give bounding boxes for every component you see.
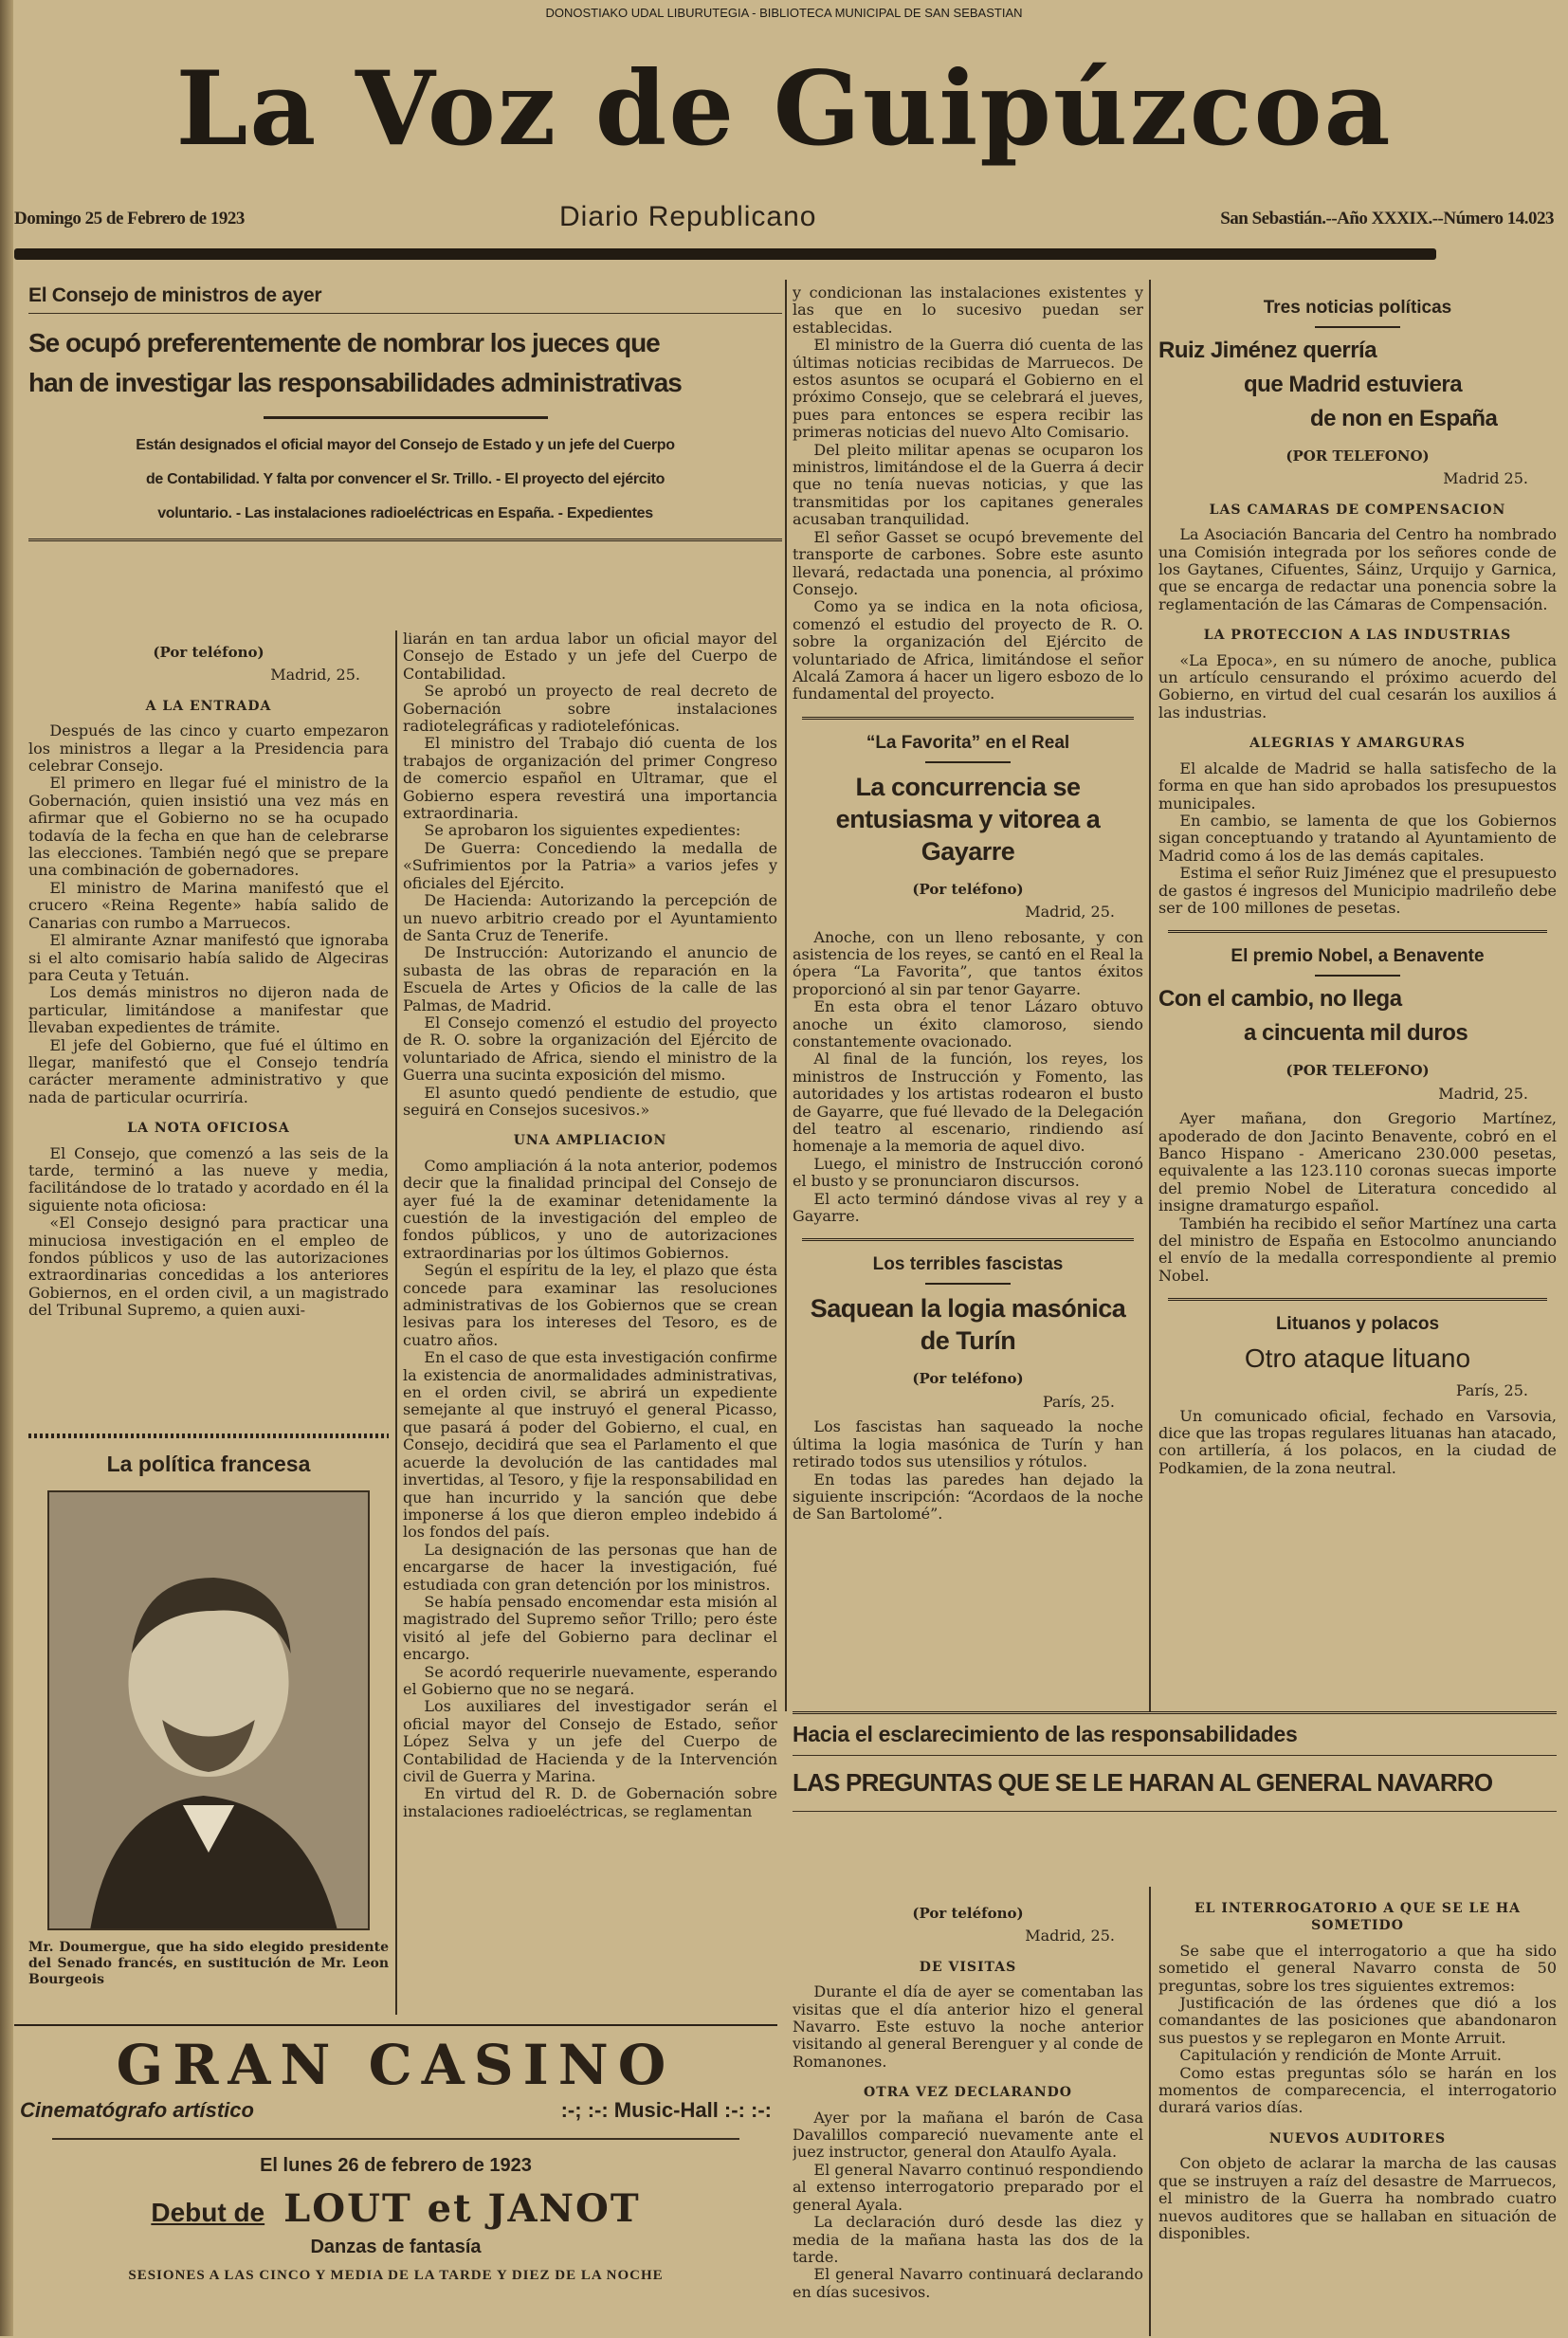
lead-subhead-1: Están designados el oficial mayor del Consejo de Estado y un jefe del Cuerpo [136,437,675,453]
paragraph: Los fascistas han saqueado la noche última la logia masónica de Turín y han retirado todos sus utensilios y rótulos. [793,1417,1143,1471]
paragraph: Después de las cinco y cuarto empezaron los ministros a llegar a la Presidencia para celebrar Consejo. [28,721,389,776]
lead-subhead-3: voluntario. - Las instalaciones radioeléctricas en España. - Expedientes [157,505,653,521]
paragraph: La Asociación Bancaria del Centro ha nombrado una Comisión integrada por los señores conde de los Gaytanes, Cifuentes, Sáinz, Urquijo y Garnica, que se encarga de redactar una ponencia sobre la reglamentación de las Cámaras de Compensación. [1158,525,1557,613]
ad-date: El lunes 26 de febrero de 1923 [260,2155,532,2176]
article-kicker: Tres noticias políticas [1263,298,1452,318]
paragraph: El general Navarro continuará declarando en días sucesivos. [793,2265,1143,2301]
lead-headline-1: Se ocupó preferentemente de nombrar los jueces que [28,328,660,357]
paragraph: Se había pensado encomendar esta misión al magistrado del Supremo señor Trillo; pero éste visitó al jefe del Gobierno para declinar el encargo. [403,1592,777,1664]
column-rule [395,630,397,2015]
archive-banner: DONOSTIAKO UDAL LIBURUTEGIA - BIBLIOTECA MUNICIPAL DE SAN SEBASTIAN [545,6,1023,20]
column-4-bottom [1158,1887,1557,2336]
column-2 [403,630,777,2019]
dateline-source: (Por teléfono) [153,644,264,661]
paragraph: De Instrucción: Autorizando el anuncio de subasta de las obras de reparación en la Escuela de Artes y Oficios de la calle de las Palmas, de Madrid. [403,943,777,1014]
section-heading: LA PROTECCION A LAS INDUSTRIAS [1203,628,1512,644]
divider [925,761,1011,763]
section-heading: DE VISITAS [919,1959,1017,1975]
paragraph: El Consejo comenzó el estudio del proyecto de R. O. sobre la organización del Ejército de voluntariado de Africa, siendo el ministro de la Guerra una sucinta exposición del mismo. [403,1013,777,1085]
dateline-place: París, 25. [1042,1392,1115,1411]
divider [52,2138,739,2140]
article-kicker: “La Favorita” en el Real [866,732,1070,753]
divider [925,1283,1011,1285]
paragraph: El acto terminó dándose vivas al rey y a Gayarre. [793,1189,1143,1226]
column-3-bottom [793,1891,1143,2336]
paragraph: En virtud del R. D. de Gobernación sobre instalaciones radioeléctricas, se reglamentan [403,1784,777,1820]
paragraph: También ha recibido el señor Martínez una carta del ministro de España en Estocolmo anunciando el envío de la medalla correspondiente al premio Nobel. [1158,1214,1557,1285]
column-3 [793,284,1143,1707]
paragraph: Ayer por la mañana el barón de Casa Davalillos compareció nuevamente ante el juez instructor, general don Ataulfo Ayala. [793,2108,1143,2162]
dateline-source: (Por teléfono) [912,1905,1024,1922]
paragraph: Los demás ministros no dijeron nada de particular, limitándose a manifestar que llevaban expedientes de trámite. [28,983,389,1037]
article-kicker: El premio Nobel, a Benavente [1231,946,1485,967]
section-heading: ALEGRIAS Y AMARGURAS [1249,736,1466,752]
divider [28,539,782,541]
masthead-rule [14,248,1436,260]
paragraph: De Hacienda: Autorizando la percepción de un nuevo arbitrio creado por el Ayuntamiento de Santa Cruz de Tenerife. [403,891,777,944]
dateline-source: (POR TELEFONO) [1285,448,1430,465]
ad-sessions: SESIONES A LAS CINCO Y MEDIA DE LA TARDE Y DIEZ DE LA NOCHE [128,2268,664,2283]
lead-headline-2: han de investigar las responsabilidades administrativas [28,368,682,397]
dateline-source: (Por teléfono) [912,880,1024,898]
dateline-place: Madrid, 25. [1025,1927,1115,1945]
paragraph: El general Navarro continuó respondiendo al extenso interrogatorio preparado por el general Ayala. [793,2160,1143,2214]
paragraph: Con objeto de aclarar la marcha de las causas que se instruyen a raíz del desastre de Marruecos, el ministro de la Guerra ha nombrado cuatro nuevos auditores que se hallaban en situación de disponibles. [1158,2154,1557,2242]
paragraph: Se aprobaron los siguientes expedientes: [424,821,741,840]
lead-kicker: El Consejo de ministros de ayer [28,284,322,306]
dateline-place: Madrid, 25. [1438,1084,1528,1103]
portrait-caption: Mr. Doumergue, que ha sido elegido presidente del Senado francés, en sustitución de Mr. Leon Bourgeois [28,1940,389,1987]
divider [1168,1298,1547,1301]
divider [793,1811,1557,1812]
dateline-place: Madrid 25. [1443,469,1528,488]
ad-debut: Debut de [151,2198,265,2227]
article-headline: La concurrencia se entusiasma y vitorea a Gayarre [835,772,1101,866]
paragraph: Se acordó requerirle nuevamente, esperando el Gobierno que no se negará. [403,1662,777,1698]
portrait-image [49,1492,368,1928]
paragraph: «El Consejo designó para practicar una minuciosa investigación en el empleo de fondos públicos y uso de las autorizaciones extraordinarias concedidas a los anteriores Gobiernos, en el orden civil, a un magistrado del Tribunal Supremo, a quien auxi- [28,1214,389,1320]
navarro-headline: LAS PREGUNTAS QUE SE LE HARAN AL GENERAL NAVARRO [793,1768,1493,1797]
article-headline: que Madrid estuviera [1244,372,1463,397]
divider [1168,930,1547,933]
column-4 [1158,284,1557,1707]
section-heading: LA NOTA OFICIOSA [127,1121,290,1137]
column-rule [1149,1887,1151,2336]
paragraph: El almirante Aznar manifestó que ignoraba si el alto comisario había salido de Algeciras para Ceuta y Tetuán. [28,931,389,984]
dateline-place: París, 25. [1455,1381,1528,1400]
ad-cinema: Cinematógrafo artístico [20,2098,254,2122]
paragraph: El ministro de la Guerra dió cuenta de las últimas noticias recibidas de Marruecos. De estos asuntos se ocupará el Gobierno en el próximo Consejo, que se celebrará el jueves, pues para entonces se espera recibir las primeras noticias del nuevo Alto Comisario. [793,336,1143,442]
paragraph: Como ampliación á la nota anterior, podemos decir que la finalidad principal del Consejo de ayer fué la de examinar detenidamente la cuestión de la investigación del empleo de fondos públicos, y uno de autorizaciones extraordinarias por los últimos Gobiernos. [403,1156,777,1262]
article-headline: Con el cambio, no llega [1158,986,1402,1013]
divider [28,313,782,314]
paragraph: y condicionan las instalaciones existentes y las que en lo sucesivo puedan ser establecidas. [793,284,1143,337]
paragraph: Según el espíritu de la ley, el plazo que ésta concede para examinar las resoluciones administrativas de los Gobiernos que se crean lesivas para los intereses del Tesoro, es de cuatro años. [403,1261,777,1349]
paragraph: Como estas preguntas sólo se harán en los momentos de comparecencia, el interrogatorio durará varios días. [1158,2063,1557,2117]
paragraph: Se sabe que el interrogatorio a que ha sido sometido el general Navarro consta de 50 preguntas, sobre los tres siguientes extremos: [1158,1941,1557,1995]
paragraph: En esta obra el tenor Lázaro obtuvo anoche un éxito clamoroso, siendo constantemente ovacionado. [793,997,1143,1050]
divider [802,1238,1134,1241]
paragraph: El asunto quedó pendiente de estudio, que seguirá en Consejos sucesivos.» [403,1083,777,1119]
portrait-photo [47,1490,370,1930]
paragraph: La designación de las personas que han de encargarse de hacer la investigación, fué estudiada con gran detención por los ministros. [403,1540,777,1594]
dateline-source: (Por teléfono) [912,1370,1024,1388]
section-heading: NUEVOS AUDITORES [1268,2130,1447,2146]
divider [802,717,1134,720]
section-heading: EL INTERROGATORIO A QUE SE LE HA SOMETIDO [1194,1901,1522,1934]
ad-dances: Danzas de fantasía [310,2237,482,2257]
paragraph: En el caso de que esta investigación confirme la existencia de anormalidades administrativas, en el orden civil, se abrirá un expediente semejante al que instruyó el general Picasso, que pasará á poder del Gobierno, el cual, en Consejo, decidirá que sea el Parlamento el que acuerde la devolución de las cantidades mal invertidas, al Tesoro, y fije la responsabilidad en que han incurrido y la sanción que debe imponerse á los que dieron empleo indebido á los fondos del país. [403,1348,777,1542]
article-headline: a cincuenta mil duros [1244,1020,1468,1047]
paragraph: Capitulación y rendición de Monte Arruit. [1179,2046,1502,2065]
ad-music-hall: :-; :-: Music-Hall :-: :-: [560,2098,772,2122]
divider [264,416,548,419]
section-heading: LAS CAMARAS DE COMPENSACION [1209,502,1506,518]
paragraph: Del pleito militar apenas se ocuparon los ministros, limitándose el de la Guerra á decir que no tenía nuevas noticias, y que las transmitidas por los capitanes generales acusaban tranquilidad. [793,440,1143,529]
column-rule [1149,280,1151,1711]
lead-article-header [28,284,782,541]
paragraph: Se aprobó un proyecto de real decreto de Gobernación sobre instalaciones radiotelegráficas y radiotelefónicas. [403,682,777,736]
section-heading: A LA ENTRADA [145,698,272,714]
ad-title: GRAN CASINO [116,2033,676,2097]
section-heading: OTRA VEZ DECLARANDO [864,2085,1072,2101]
navarro-header [793,1711,1557,1812]
article-kicker: Lituanos y polacos [1275,1314,1440,1335]
column-rule [785,280,787,1711]
paragraph: Como ya se indica en la nota oficiosa, comenzó el estudio del proyecto de R. O. sobre la organización del Ejército de voluntariado de Africa, limitándose el señor Alcalá Zamora á hacer un ligero esbozo de lo fundamental del proyecto. [793,597,1143,703]
article-kicker: Los terribles fascistas [872,1254,1064,1275]
article-headline: Otro ataque lituano [1244,1343,1471,1374]
paragraph: El jefe del Gobierno, que fué el último en llegar, manifestó que el Consejo tendría carácter meramente administrativo y que nada de particular ocurriría. [28,1035,389,1106]
paragraph: El primero en llegar fué el ministro de la Gobernación, quien insistió una vez más en afirmar que el Gobierno no se ha ocupado todavía de la fecha en que han de celebrarse las elecciones. También negó que se prepare una combinación de gobernadores. [28,774,389,880]
masthead-subtitle: Diario Republicano [559,201,817,232]
paragraph: Durante el día de ayer se comentaban las visitas que el día anterior hizo el general Navarro. Este estuvo la noche anterior visitando al general Berenguer y al conde de Romanones. [793,1982,1143,2071]
paragraph: Al final de la función, los reyes, los ministros de Instrucción y Fomento, las autoridades y los artistas rodearon el busto de Gayarre, que fué llevado de la Delegación del teatro al escenario, rindiendo así homenaje a la memoria de aquel divo. [793,1050,1143,1156]
paragraph: Ayer mañana, don Gregorio Martínez, apoderado de don Jacinto Benavente, cobró en el Banco Hispano - Americano 230.000 pesetas, equivalente a las 123.110 coronas suecas importe del premio Nobel de Literatura concedido al insigne dramaturgo español. [1158,1109,1557,1215]
paragraph: En todas las paredes han dejado la siguiente inscripción: “Acordaos de la noche de San Bartolomé”. [793,1470,1143,1524]
paragraph: Estima el señor Ruiz Jiménez que el presupuesto de gastos é ingresos del Municipio madrileño debe ser de 100 millones de pesetas. [1158,864,1557,917]
paragraph: Anoche, con un lleno rebosante, y con asistencia de los reyes, se cantó en el Real la ópera “La Favorita”, que tantos éxitos proporcionó al sin par tenor Gayarre. [793,927,1143,998]
masthead-title: La Voz de Guipúzcoa [175,49,1393,169]
paragraph: El ministro del Trabajo dió cuenta de los trabajos de organización del primer Congreso de comercio español en Ultramar, que el Gobierno espera revestirá una importancia extraordinaria. [403,734,777,823]
paragraph: De Guerra: Concediendo la medalla de «Sufrimientos por la Patria» a varios jefes y oficiales del Ejército. [403,838,777,892]
section-heading: UNA AMPLIACION [513,1133,667,1149]
dateline-place: Madrid, 25. [1025,903,1115,922]
gran-casino-ad [14,2024,777,2338]
paragraph: Justificación de las órdenes que dió a los comandantes de las posiciones que abandonaron sus puestos y se replegaron en Monte Arruit. [1158,1994,1557,2047]
issue-date: Domingo 25 de Febrero de 1923 [14,209,245,228]
article-headline: de non en España [1310,406,1498,431]
ad-act: LOUT et JANOT [283,2186,641,2231]
paragraph: El ministro de Marina manifestó que el crucero «Reina Regente» había salido de Canarias con rumbo a Marruecos. [28,878,389,932]
paragraph: La declaración duró desde las diez y media de la mañana hasta las dos de la tarde. [793,2213,1143,2266]
paragraph: El señor Gasset se ocupó brevemente del transporte de carbones. Sobre este asunto llevará, redactada una ponencia, al próximo Consejo. [793,527,1143,598]
column-1 [28,630,389,1417]
divider [28,1434,389,1438]
dateline-place: Madrid, 25. [270,666,360,685]
divider [1315,326,1400,328]
article-headline: Saquean la logia masónica de Turín [810,1294,1126,1356]
paragraph: liarán en tan ardua labor un oficial mayor del Consejo de Estado y un jefe del Cuerpo de Contabilidad. [403,630,777,683]
lead-subhead-2: de Contabilidad. Y falta por convencer el Sr. Trillo. - El proyecto del ejército [145,471,665,487]
paragraph: Luego, el ministro de Instrucción coronó el busto y se pronunciaron discursos. [793,1154,1143,1191]
paragraph: El Consejo, que comenzó a las seis de la tarde, terminó a las nueve y media, facilitándose de lo tratado y acordado en él la siguiente nota oficiosa: [28,1143,389,1215]
page-edge [0,0,13,2336]
paragraph: Los auxiliares del investigador serán el oficial mayor del Consejo de Estado, señor López Selva y un jefe del Cuerpo de Contabilidad de Hacienda y de la Intervención civil de Guerra y Marina. [403,1697,777,1785]
politica-francesa [28,1422,389,1988]
paragraph: Un comunicado oficial, fechado en Varsovia, dice que las tropas regulares lituanas han atacado, con artillería, á los polacos, en la ciudad de Podkamien, de la zona neutral. [1158,1406,1557,1477]
politica-title: La política francesa [106,1452,311,1476]
divider [1315,975,1400,977]
article-headline: Ruiz Jiménez querría [1158,338,1377,363]
divider [793,1755,1557,1756]
paragraph: En cambio, se lamenta de que los Gobiernos sigan conceptuando y tratando al Ayuntamiento de Madrid como á los de las demás capitales. [1158,811,1557,865]
navarro-kicker: Hacia el esclarecimiento de las responsabilidades [793,1722,1298,1746]
dateline-source: (POR TELEFONO) [1285,1062,1430,1080]
paragraph: «La Epoca», en su número de anoche, publica un artículo censurando el próximo acuerdo del Gobierno, en virtud del cual cesarán los auxilios á las industrias. [1158,650,1557,721]
issue-number: San Sebastián.--Año XXXIX.--Número 14.023 [1220,209,1554,228]
paragraph: El alcalde de Madrid se halla satisfecho de la forma en que han sido aprobados los presupuestos municipales. [1158,758,1557,813]
divider [793,1711,1557,1714]
